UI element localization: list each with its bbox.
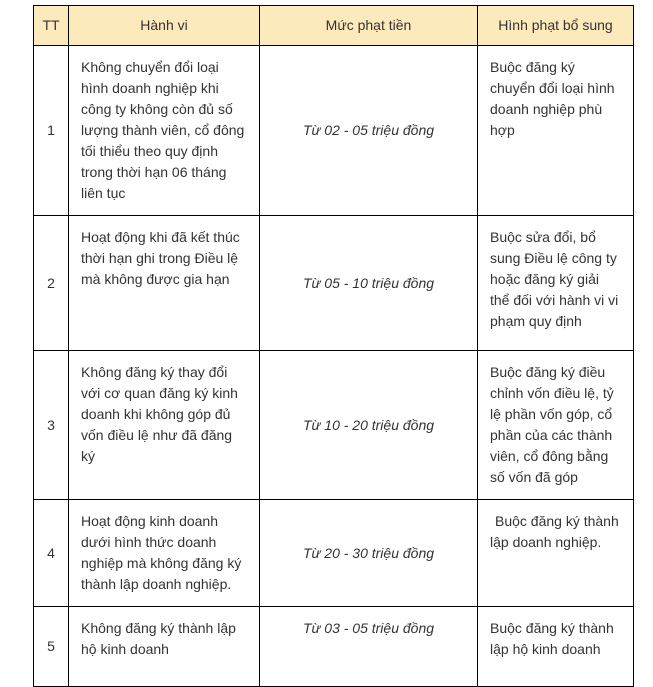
row-1-additional-penalty: Buộc đăng ký chuyển đổi loại hình doanh nghiệp phù hợp [478,46,634,216]
row-5-number: 5 [34,607,69,687]
row-2-additional-penalty: Buộc sửa đổi, bổ sung Điều lệ công ty hoặc đăng ký giải thể đối với hành vi vi phạm quy định [478,216,634,351]
column-header-behavior: Hành vi [69,6,260,46]
row-1-behavior: Không chuyển đổi loại hình doanh nghiệp khi công ty không còn đủ số lượng thành viên, cổ đông tối thiểu theo quy định trong thời hạn 06 tháng liên tục [69,46,260,216]
row-4-behavior: Hoạt động kinh doanh dưới hình thức doanh nghiệp mà không đăng ký thành lập doanh nghiệp. [69,500,260,607]
row-3-behavior: Không đăng ký thay đổi với cơ quan đăng ký kinh doanh khi không góp đủ vốn điều lệ như đã đăng ký [69,351,260,500]
column-header-tt: TT [34,6,69,46]
row-2-fine: Từ 05 - 10 triệu đồng [260,216,478,351]
column-header-additional-penalty: Hình phạt bổ sung [478,6,634,46]
row-5-behavior: Không đăng ký thành lập hộ kinh doanh [69,607,260,687]
penalty-table [33,5,634,687]
column-header-fine: Mức phạt tiền [260,6,478,46]
row-2-number: 2 [34,216,69,351]
table-row [34,500,634,607]
row-5-additional-penalty: Buộc đăng ký thành lập hộ kinh doanh [478,607,634,687]
row-3-additional-penalty: Buộc đăng ký điều chỉnh vốn điều lệ, tỷ lệ phần vốn góp, cổ phần của các thành viên, cổ đông bằng số vốn đã góp [478,351,634,500]
row-4-fine: Từ 20 - 30 triệu đồng [260,500,478,607]
row-3-fine: Từ 10 - 20 triệu đồng [260,351,478,500]
header-row [34,6,634,46]
row-1-number: 1 [34,46,69,216]
table-row [34,351,634,500]
row-2-behavior: Hoạt động khi đã kết thúc thời hạn ghi trong Điều lệ mà không được gia hạn [69,216,260,351]
row-1-fine: Từ 02 - 05 triệu đồng [260,46,478,216]
row-3-number: 3 [34,351,69,500]
table-row [34,607,634,687]
table-row [34,216,634,351]
table-row [34,46,634,216]
row-4-number: 4 [34,500,69,607]
row-4-additional-penalty: Buộc đăng ký thành lập doanh nghiệp. [478,500,634,607]
row-5-fine: Từ 03 - 05 triệu đồng [260,607,478,687]
